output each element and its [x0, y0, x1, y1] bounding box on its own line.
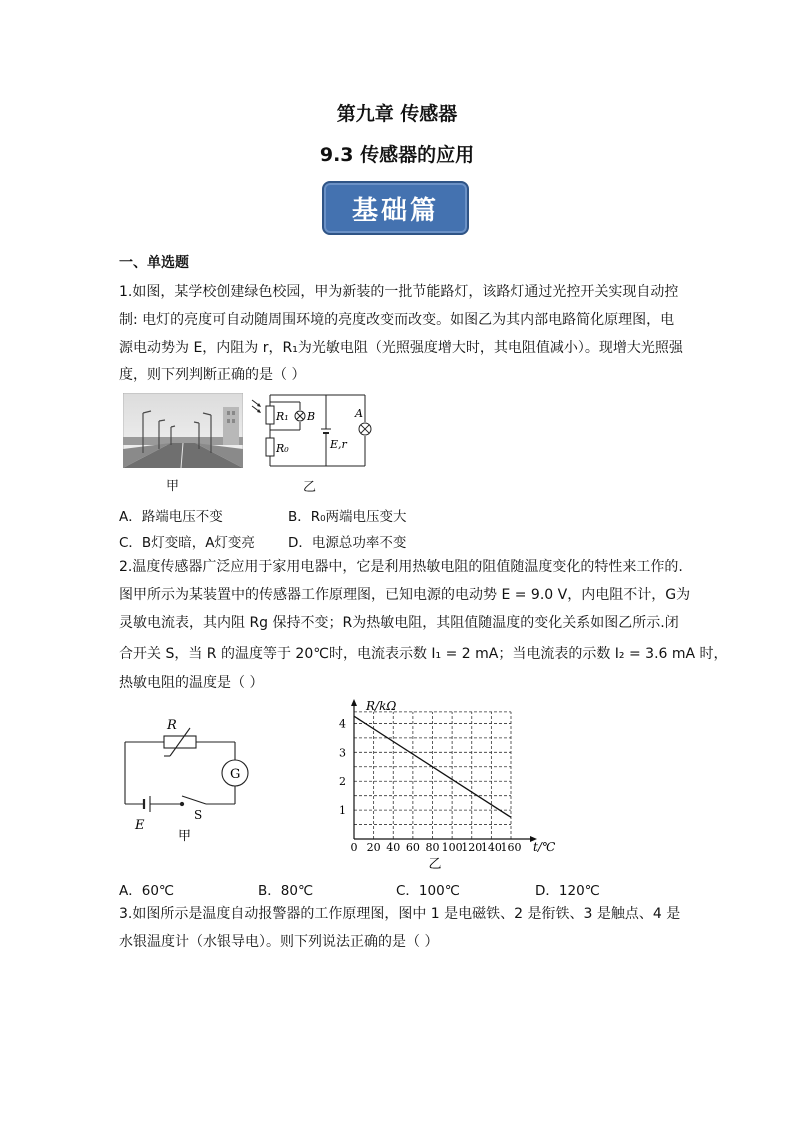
q1-option-c[interactable]: C．B灯变暗，A灯变亮 [119, 535, 255, 551]
b-label: B [307, 410, 316, 423]
r1-label: R₁ [276, 410, 289, 423]
q2-line-3: 灵敏电流表，其内阻 Rg 保持不变；R为热敏电阻，其阻值随温度的变化关系如图乙所示.闭 [119, 615, 679, 631]
q1-line-4: 度，则下列判断正确的是（ ） [119, 367, 306, 383]
chart-axes [351, 699, 537, 842]
q1-option-d[interactable]: D．电源总功率不变 [288, 535, 407, 551]
q2-line-2: 图甲所示为某装置中的传感器工作原理图，已知电源的电动势 E = 9.0 V，内电阻不计，G为 [119, 587, 691, 603]
q2-line-4: 合开关 S，当 R 的温度等于 20℃时，电流表示数 I₁ = 2 mA；当电流表的示数 I₂ = 3.6 mA 时， [119, 646, 728, 662]
x-tick-label: 140 [480, 841, 502, 854]
q1-option-b[interactable]: B．R₀两端电压变大 [288, 509, 407, 525]
x-tick-label: 0 [350, 841, 358, 854]
r0-label: R₀ [276, 442, 289, 455]
q1-option-a[interactable]: A．路端电压不变 [119, 509, 223, 525]
y-tick-label: 4 [339, 717, 346, 731]
q1-circuit-diagram [244, 392, 379, 470]
q2-line-5: 热敏电阻的温度是（ ） [119, 675, 264, 691]
q2-option-d[interactable]: D．120℃ [535, 883, 600, 899]
chart-ylabel: R/kΩ [366, 699, 397, 713]
a-label: A [355, 407, 363, 420]
x-tick-label: 60 [405, 841, 420, 854]
g-label: G [230, 767, 241, 782]
street-lamp-photo [123, 393, 243, 468]
section-heading: 一、单选题 [119, 255, 189, 271]
q1-line-2: 制: 电灯的亮度可自动随周围环境的亮度改变而改变。如图乙为其内部电路简化原理图，电 [119, 312, 675, 328]
y-tick-label: 3 [339, 746, 346, 760]
chapter-title: 第九章 传感器 [336, 103, 458, 125]
q2-option-b[interactable]: B．80℃ [258, 883, 314, 899]
q2-option-c[interactable]: C．100℃ [396, 883, 460, 899]
x-tick-label: 20 [366, 841, 381, 854]
q2-option-a[interactable]: A．60℃ [119, 883, 175, 899]
e-label: E [135, 818, 145, 833]
level-badge-label: 基础篇 [351, 195, 439, 226]
q1-photo-caption: 甲 [166, 479, 180, 494]
er-label: E,r [330, 438, 347, 451]
lesson-title: 9.3 传感器的应用 [319, 144, 475, 166]
q1-circuit-caption: 乙 [303, 480, 317, 495]
resistance-temperature-chart [330, 699, 560, 869]
q2-circuit-caption: 甲 [178, 829, 192, 844]
x-tick-label: 160 [500, 841, 522, 854]
chart-caption: 乙 [428, 857, 442, 869]
x-tick-label: 40 [386, 841, 401, 854]
q2-circuit-diagram [118, 712, 258, 847]
x-tick-label: 120 [461, 841, 483, 854]
x-tick-label: 100 [441, 841, 463, 854]
q1-line-1: 1.如图，某学校创建绿色校园，甲为新装的一批节能路灯，该路灯通过光控开关实现自动控 [119, 284, 679, 300]
q2-line-1: 2.温度传感器广泛应用于家用电器中，它是利用热敏电阻的阻值随温度变化的特性来工作的. [119, 559, 683, 575]
q3-line-1: 3.如图所示是温度自动报警器的工作原理图，图中 1 是电磁铁、2 是衔铁、3 是触点、4 是 [119, 906, 681, 922]
s-label: S [194, 808, 203, 822]
r1-resistor [266, 406, 274, 424]
level-badge [322, 181, 469, 235]
r0-resistor [266, 438, 274, 456]
y-tick-label: 2 [339, 775, 346, 789]
r-label: R [167, 718, 177, 733]
y-axis-arrow [351, 699, 357, 706]
chart-xlabel: t/℃ [533, 840, 556, 854]
x-tick-label: 80 [425, 841, 440, 854]
y-tick-label: 1 [339, 804, 346, 818]
q1-line-3: 源电动势为 E，内阻为 r，R₁为光敏电阻（光照强度增大时，其电阻值减小）。现增大光照强 [119, 340, 683, 356]
q3-line-2: 水银温度计（水银导电）。则下列说法正确的是（ ） [119, 934, 439, 950]
